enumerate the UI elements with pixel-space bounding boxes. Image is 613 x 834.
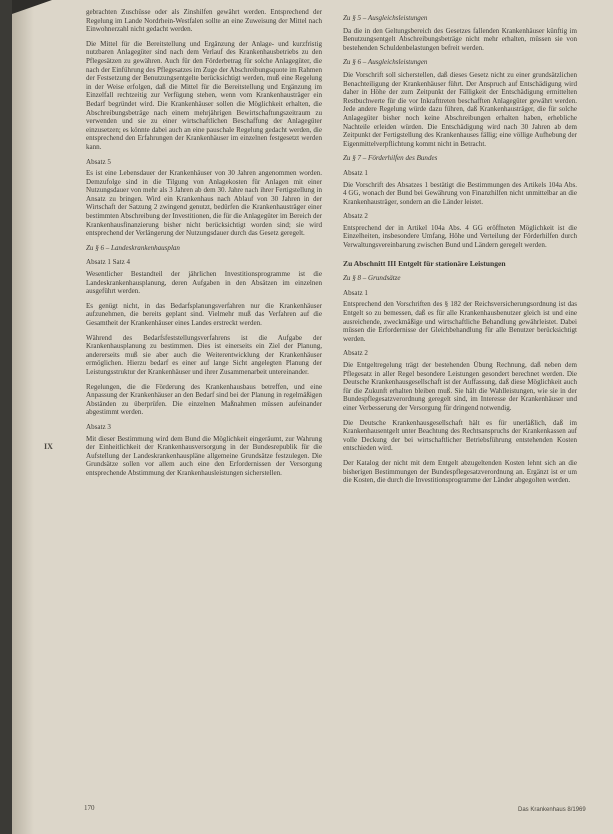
paragraph: Mit dieser Bestimmung wird dem Bund die Möglichkeit eingeräumt, zur Wahrung der Einheitlichkeit der Krankenhausversorgung in der Bundesrepublik für die Aufstellung der Landeskrankenhauspläne allgemeine Grundsätze festzulegen. Die Grundsätze sollen vor allem auch eine den Erfordernissen der Versorgung entsprechende Abstimmung der Krankenhausleistungen sicherstellen. [86, 434, 322, 477]
paragraph: gebrachten Zuschüsse oder als Zinshilfen gewährt werden. Entsprechend der Regelung im Lande Nordrhein-Westfalen sollte an eine Zuweisung der Mittel nach Einwohnerzahl nicht gedacht werden. [86, 8, 322, 34]
page-number: 170 [84, 804, 95, 812]
subheading: Absatz 2 [343, 212, 368, 221]
paragraph: Es ist eine Lebensdauer der Krankenhäuser von 30 Jahren angenommen worden. Demzufolge sind in die Tilgung von Anlagekosten für Anlagen mit einer Nutzungsdauer von mehr als 3 Jahren ab dem 30. Jahre nach ihrer Fertigstellung in Ansatz zu bringen. Wird ein Krankenhaus nach Ablauf von 30 Jahren in der Wirtschaft der Satzung 2 zwingend genutzt, bedürfen die Krankenhausträger einer bestimmten Abschreibung der Investitionen, die für die Anlagegüter im Bereich der Krankenhausfinanzierung bisher nicht berücksichtigt worden sind; sie wird entsprechend der Verlängerung der Nutzungsdauer durch das Gesetz geregelt. [86, 169, 322, 238]
paragraph: Die Mittel für die Bereitstellung und Ergänzung der Anlage- und kurzfristig nutzbaren Anlagegüter sind nach dem Verlauf des Krankenhausbetriebs zu den Pflegesätzen zu gewähren. Auch für den Förderbetrag für solche Anlagegüter, die nach der Einführung des Pflegesatzes im Zuge der Abschreibungsquote im Rahmen der Festsetzung der Benutzungsentgelte berücksichtigt werden, muß eine Regelung in der Weise erfolgen, daß die Mittel für die Bereitstellung und Ergänzung im Einzelfall rechtzeitig zur Verfügung stehen, wenn vom Krankenhausträger ein Bedarf begründet wird. Die Krankenhäuser sollen die Möglichkeit erhalten, die Abschreibungsbeträge nach einem mehrjährigen Bewirtschaftungszeitraum zu verwenden und sie zu einer wirtschaftlichen Beschaffung der Anlagegüter einzusetzen; es könnte dabei auch an eine pauschale Regelung gedacht werden, die entsprechend den Erfahrungen der Krankenhäuser im einzelnen festgesetzt werden kann. [86, 39, 322, 151]
section-heading: Zu § 5 – Ausgleichsleistungen [343, 14, 428, 22]
paragraph: Entsprechend der in Artikel 104a Abs. 4 GG eröffneten Möglichkeit ist die Einzelheiten, insbesondere Umfang, Höhe und Verteilung der Förderhilfen durch Verwaltungsvereinbarung zwischen Bund und Ländern geregelt werden. [343, 223, 577, 250]
subheading: Absatz 5 [86, 157, 111, 166]
section-heading: Zu § 6 – Landeskrankenhausplan [86, 243, 180, 252]
paragraph: Während des Bedarfsfeststellungsverfahrens ist die Aufgabe der Krankenhausplanung zu bestimmen. Dies ist einerseits ein Ziel der Planung, andererseits muß sie aber auch die Weiterentwicklung der Krankenhäuser ermöglichen. Hierzu bedarf es einer auf lange Sicht angelegten Planung der Leistungsstruktur der Krankenhäuser und ihrer Zusammenarbeit untereinander. [86, 333, 322, 376]
left-column [86, 8, 322, 484]
binding-shadow [12, 0, 34, 834]
subheading: Absatz 2 [343, 349, 368, 358]
paragraph: Es genügt nicht, in das Bedarfsplanungsverfahren nur die Krankenhäuser aufzunehmen, die bereits geplant sind. Vielmehr muß das Verfahren auf die Gesamtheit der Krankenhäuser eines Landes erstreckt werden. [86, 301, 322, 327]
journal-footer: Das Krankenhaus 8/1969 [518, 807, 586, 813]
paragraph: Die Entgeltregelung trägt der bestehenden Übung Rechnung, daß neben dem Pflegesatz in aller Regel besondere Leistungen gesondert berechnet werden. Die Deutsche Krankenhausgesellschaft ist der Auffassung, daß diese Möglichkeit auch für die Zukunft erhalten bleiben muß. Sie hält die Wahlleistungen, wie sie in der Bundespflegesatzverordnung geregelt sind, im Interesse der Krankenhäuser und einer Verbesserung der Versorgung für dringend notwendig. [343, 361, 577, 412]
paragraph: Der Katalog der nicht mit dem Entgelt abzugeltenden Kosten lehnt sich an die bisherigen Bestimmungen der Bundespflegesatzverordnung an. Ergänzt ist er um die Kosten, die durch die Investitionsprogramme der Länder abgegolten werden. [343, 458, 577, 485]
page-corner [12, 0, 52, 14]
section-heading: Zu § 7 – Förderhilfen des Bundes [343, 154, 438, 163]
section-heading: Zu § 6 – Ausgleichsleistungen [343, 58, 428, 67]
subheading: Absatz 1 [343, 288, 368, 297]
paragraph: Wesentlicher Bestandteil der jährlichen Investitionsprogramme ist die Landeskrankenhausplanung, deren Aufgaben in den Absätzen im einzelnen ausgeführt werden. [86, 270, 322, 296]
paragraph: Die Vorschrift soll sicherstellen, daß dieses Gesetz nicht zu einer grundsätzlichen Benachteiligung der Krankenhäuser führt. Der Anspruch auf Entschädigung wird daher in Höhe der zum Zeitpunkt der Fälligkeit der Entschädigung ermittelten Restbuchwerte für die vor Inkrafttreten beschafften Anlagegüter gewährt werden. Jede andere Regelung würde dazu führen, daß Krankenhausträger, die für solche Anlagegüter bisher noch keine Abschreibungen erhalten haben, erhebliche Nachteile erleiden würden. Die Entschädigung wird nach 30 Jahren ab dem Zeitpunkt der Fertigstellung des Krankenhauses fällig; eine völlige Aufhebung der Eigenmittelverpflichtung kommt nicht in Betracht. [343, 70, 577, 148]
paragraph: Entsprechend den Vorschriften des § 182 der Reichsversicherungsordnung ist das Entgelt so zu bemessen, daß es für alle Krankenhausbenutzer gleich ist und eine ausreichende, zweckmäßige und wirtschaftliche Behandlung gewährleistet. Dabei müssen die Erfordernisse der Gleichbehandlung für alle Benutzer berücksichtigt werden. [343, 300, 577, 343]
paragraph: Die Deutsche Krankenhausgesellschaft hält es für unerläßlich, daß im Krankenhausentgelt unter Beachtung des Rechtsanspruchs der Krankenkassen auf volle Deckung der bei wirtschaftlicher Betriebsführung entstehenden Kosten entschieden wird. [343, 418, 577, 453]
section-heading: Zu § 8 – Grundsätze [343, 274, 401, 283]
subheading: Absatz 3 [86, 422, 111, 431]
margin-mark: IX [44, 442, 53, 451]
subheading: Absatz 1 Satz 4 [86, 258, 131, 267]
paragraph: Da die in den Geltungsbereich des Gesetzes fallenden Krankenhäuser künftig im Benutzungsentgelt Abschreibungsbeträge nicht mehr erhalten, müssen sie von bestehenden Schuldenbelastungen befreit werden. [343, 26, 577, 52]
paragraph: Die Vorschrift des Absatzes 1 bestätigt die Bestimmungen des Artikels 104a Abs. 4 GG, wonach der Bund bei Gewährung von Finanzhilfen nicht unmittelbar an die Krankenhausträger, sondern an die Länder leistet. [343, 180, 577, 206]
paragraph: Regelungen, die die Förderung des Krankenhausbaus betreffen, und eine Anpassung der Krankenhäuser an den Bedarf sind bei der Planung in regelmäßigen Abständen zu überprüfen. Die einzelnen Maßnahmen müssen aufeinander abgestimmt werden. [86, 382, 322, 417]
document-page [12, 0, 613, 834]
subheading: Absatz 1 [343, 168, 368, 177]
section-heading: Zu Abschnitt III Entgelt für stationäre Leistungen [343, 258, 506, 268]
right-column [343, 8, 577, 491]
